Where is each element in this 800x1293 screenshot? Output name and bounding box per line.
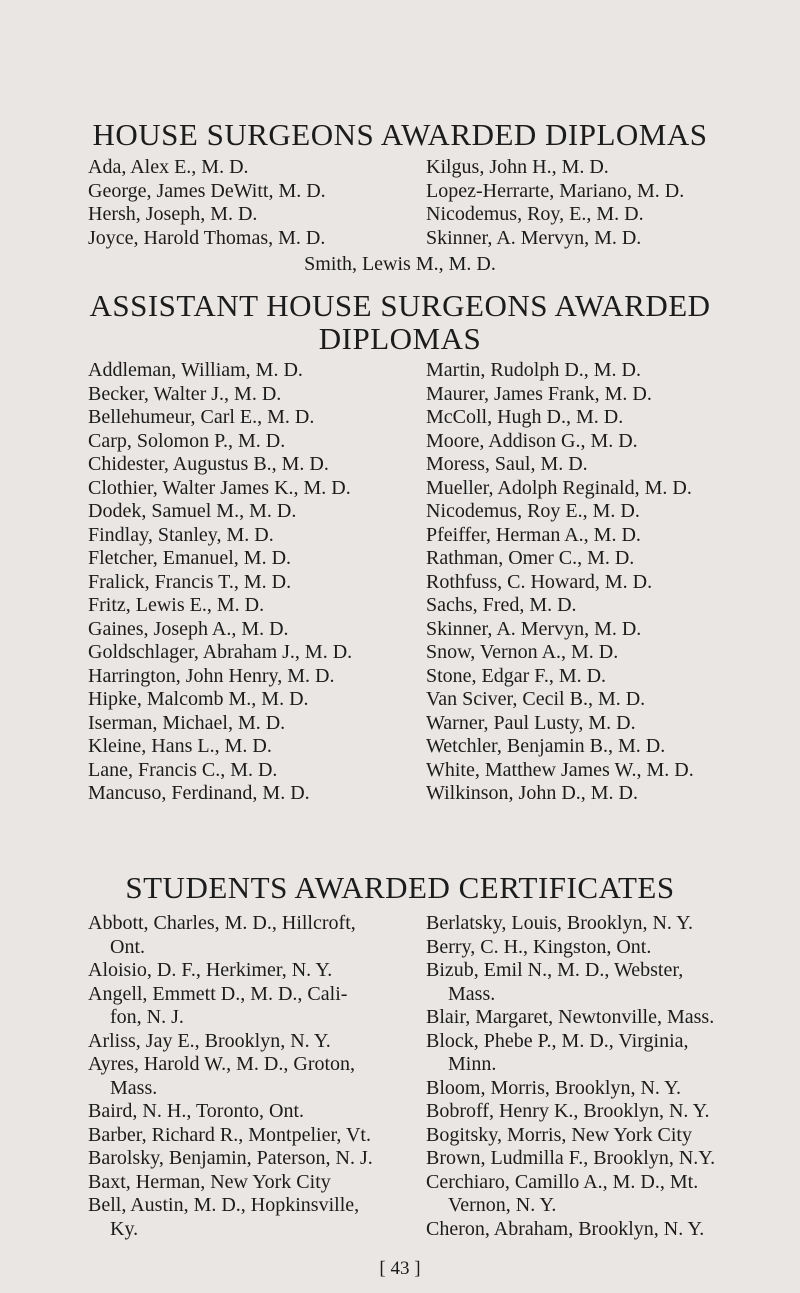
house-surgeons-left-column (88, 156, 326, 250)
list-item: Joyce, Harold Thomas, M. D. (88, 226, 326, 249)
list-item: Moress, Saul, M. D. (426, 453, 588, 475)
list-item: Lopez-Herrarte, Mariano, M. D. (426, 179, 685, 202)
list-item-continuation: Minn. (448, 1053, 497, 1075)
list-item: Bobroff, Henry K., Brooklyn, N. Y. (426, 1100, 710, 1122)
list-item: Block, Phebe P., M. D., Virginia, (426, 1029, 689, 1052)
list-item: Bellehumeur, Carl E., M. D. (88, 406, 315, 428)
list-item: Stone, Edgar F., M. D. (426, 664, 607, 687)
list-item: Lane, Francis C., M. D. (88, 758, 278, 781)
list-item: Hersh, Joseph, M. D. (88, 203, 258, 225)
assistant-left-column (88, 359, 352, 806)
list-item: Mancuso, Ferdinand, M. D. (88, 782, 310, 804)
list-item: Bloom, Morris, Brooklyn, N. Y. (426, 1076, 682, 1099)
list-item: Arliss, Jay E., Brooklyn, N. Y. (88, 1029, 331, 1052)
list-item: Clothier, Walter James K., M. D. (88, 476, 351, 499)
list-item: Baxt, Herman, New York City (88, 1170, 331, 1193)
list-item: Findlay, Stanley, M. D. (88, 523, 274, 546)
list-item-continuation: fon, N. J. (110, 1006, 184, 1028)
house-surgeons-centered-entry: Smith, Lewis M., M. D. (304, 253, 496, 275)
list-item: Chidester, Augustus B., M. D. (88, 453, 329, 475)
assistant-house-surgeons-heading-line1: ASSISTANT HOUSE SURGEONS AWARDED (89, 288, 711, 323)
list-item: Fletcher, Emanuel, M. D. (88, 547, 292, 569)
list-item: Maurer, James Frank, M. D. (426, 382, 652, 405)
assistant-house-surgeons-heading-line2: DIPLOMAS (318, 321, 482, 356)
list-item: Hipke, Malcomb M., M. D. (88, 688, 309, 710)
list-item: Moore, Addison G., M. D. (426, 429, 638, 452)
list-item: Berlatsky, Louis, Brooklyn, N. Y. (426, 912, 694, 934)
list-item: Snow, Vernon A., M. D. (426, 641, 619, 663)
house-surgeons-heading: HOUSE SURGEONS AWARDED DIPLOMAS (92, 117, 708, 152)
students-certificates-heading: STUDENTS AWARDED CERTIFICATES (125, 870, 675, 905)
list-item-continuation: Mass. (110, 1076, 158, 1099)
list-item: Dodek, Samuel M., M. D. (88, 500, 297, 522)
list-item: Angell, Emmett D., M. D., Cali- (88, 982, 348, 1005)
list-item: Skinner, A. Mervyn, M. D. (426, 226, 642, 249)
list-item: Barber, Richard R., Montpelier, Vt. (88, 1123, 371, 1146)
list-item: Rothfuss, C. Howard, M. D. (426, 570, 653, 593)
list-item-continuation: Ont. (110, 935, 145, 958)
list-item: Baird, N. H., Toronto, Ont. (88, 1100, 304, 1122)
students-right-column (426, 912, 715, 1241)
list-item: Van Sciver, Cecil B., M. D. (426, 688, 646, 710)
list-item: Bell, Austin, M. D., Hopkinsville, (88, 1194, 360, 1216)
list-item-continuation: Vernon, N. Y. (448, 1194, 557, 1216)
list-item: Cerchiaro, Camillo A., M. D., Mt. (426, 1170, 699, 1193)
list-item: Addleman, William, M. D. (88, 359, 303, 381)
list-item: Kilgus, John H., M. D. (426, 156, 609, 178)
list-item: Martin, Rudolph D., M. D. (426, 359, 641, 381)
list-item-continuation: Mass. (448, 982, 496, 1005)
list-item: Sachs, Fred, M. D. (426, 594, 577, 616)
list-item: Ada, Alex E., M. D. (88, 156, 249, 178)
list-item: Blair, Margaret, Newtonville, Mass. (426, 1006, 715, 1028)
students-left-column (88, 912, 373, 1241)
list-item: Berry, C. H., Kingston, Ont. (426, 935, 652, 958)
list-item: Wetchler, Benjamin B., M. D. (426, 735, 666, 757)
list-item: Fralick, Francis T., M. D. (88, 570, 292, 593)
list-item: Fritz, Lewis E., M. D. (88, 594, 265, 616)
list-item: Nicodemus, Roy, E., M. D. (426, 203, 644, 225)
list-item: Wilkinson, John D., M. D. (426, 782, 638, 804)
list-item: Bogitsky, Morris, New York City (426, 1123, 692, 1146)
list-item: Gaines, Joseph A., M. D. (88, 617, 289, 640)
list-item: George, James DeWitt, M. D. (88, 179, 326, 202)
list-item: Ayres, Harold W., M. D., Groton, (88, 1053, 356, 1075)
list-item: Kleine, Hans L., M. D. (88, 735, 272, 757)
assistant-right-column (426, 359, 694, 806)
list-item: Bizub, Emil N., M. D., Webster, (426, 959, 684, 981)
list-item: Goldschlager, Abraham J., M. D. (88, 641, 353, 663)
list-item: Barolsky, Benjamin, Paterson, N. J. (88, 1147, 373, 1169)
list-item: Becker, Walter J., M. D. (88, 382, 282, 405)
list-item: White, Matthew James W., M. D. (426, 758, 694, 781)
list-item: Brown, Ludmilla F., Brooklyn, N.Y. (426, 1147, 716, 1169)
list-item: Nicodemus, Roy E., M. D. (426, 500, 640, 522)
list-item: Rathman, Omer C., M. D. (426, 547, 635, 569)
page-number: [ 43 ] (379, 1258, 421, 1279)
house-surgeons-right-column (426, 156, 684, 250)
list-item: Iserman, Michael, M. D. (88, 711, 286, 734)
list-item: Mueller, Adolph Reginald, M. D. (426, 476, 692, 499)
list-item: Warner, Paul Lusty, M. D. (426, 711, 636, 734)
list-item: Skinner, A. Mervyn, M. D. (426, 617, 642, 640)
list-item-continuation: Ky. (110, 1217, 139, 1240)
list-item: Harrington, John Henry, M. D. (88, 664, 335, 687)
list-item: Aloisio, D. F., Herkimer, N. Y. (88, 959, 333, 981)
list-item: Pfeiffer, Herman A., M. D. (426, 523, 641, 546)
list-item: Carp, Solomon P., M. D. (88, 429, 286, 452)
list-item: McColl, Hugh D., M. D. (426, 406, 624, 428)
list-item: Abbott, Charles, M. D., Hillcroft, (88, 912, 356, 934)
list-item: Cheron, Abraham, Brooklyn, N. Y. (426, 1217, 705, 1240)
